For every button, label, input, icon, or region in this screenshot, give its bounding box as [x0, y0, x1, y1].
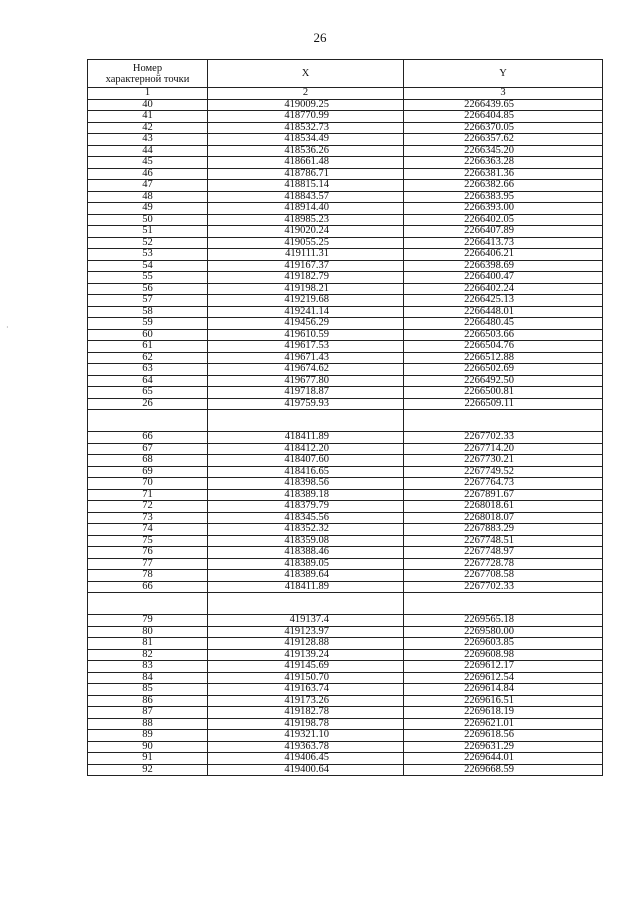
table-row	[88, 558, 603, 570]
point-number-cell: 43	[88, 134, 208, 146]
y-coordinate-cell: 2266500.81	[404, 387, 603, 399]
y-coordinate-cell: 2267764.73	[404, 478, 603, 490]
y-coordinate-cell: 2266370.05	[404, 122, 603, 134]
header-y: Y	[404, 60, 603, 88]
y-coordinate-cell: 2267883.29	[404, 524, 603, 536]
table-row	[88, 352, 603, 364]
table-row	[88, 626, 603, 638]
table-row	[88, 134, 603, 146]
point-number-cell: 64	[88, 375, 208, 387]
table-row	[88, 661, 603, 673]
y-coordinate-cell: 2266406.21	[404, 249, 603, 261]
y-coordinate-cell: 2269644.01	[404, 753, 603, 765]
x-coordinate-cell: 418359.08	[208, 535, 404, 547]
table-row	[88, 180, 603, 192]
y-coordinate-cell: 2266402.05	[404, 214, 603, 226]
table-row	[88, 718, 603, 730]
y-coordinate-cell: 2266383.95	[404, 191, 603, 203]
y-coordinate-cell: 2266402.24	[404, 283, 603, 295]
x-coordinate-cell: 419219.68	[208, 295, 404, 307]
separator-cell	[404, 410, 603, 432]
point-number-cell: 55	[88, 272, 208, 284]
x-coordinate-cell: 419111.31	[208, 249, 404, 261]
header-point-line-1: Номер	[132, 62, 163, 74]
x-coordinate-cell: 418389.64	[208, 570, 404, 582]
y-coordinate-cell: 2266509.11	[404, 398, 603, 410]
y-coordinate-cell: 2269618.19	[404, 707, 603, 719]
table-row	[88, 741, 603, 753]
x-coordinate-cell: 419363.78	[208, 741, 404, 753]
x-coordinate-cell: 418398.56	[208, 478, 404, 490]
y-coordinate-cell: 2267730.21	[404, 455, 603, 467]
table-row	[88, 318, 603, 330]
separator-cell	[88, 593, 208, 615]
y-coordinate-cell: 2267891.67	[404, 489, 603, 501]
point-number-cell: 89	[88, 730, 208, 742]
margin-mark: ·	[6, 323, 9, 332]
point-number-cell: 44	[88, 145, 208, 157]
table-row	[88, 672, 603, 684]
y-coordinate-cell: 2266492.50	[404, 375, 603, 387]
x-coordinate-cell: 419718.87	[208, 387, 404, 399]
y-coordinate-cell: 2267702.33	[404, 581, 603, 593]
point-number-cell: 81	[88, 638, 208, 650]
point-number-cell: 40	[88, 99, 208, 111]
x-coordinate-cell: 419321.10	[208, 730, 404, 742]
x-coordinate-cell: 419198.21	[208, 283, 404, 295]
y-coordinate-cell: 2266404.85	[404, 111, 603, 123]
y-coordinate-cell: 2267749.52	[404, 466, 603, 478]
point-number-cell: 84	[88, 672, 208, 684]
table-row	[88, 501, 603, 513]
point-number-cell: 92	[88, 764, 208, 776]
x-coordinate-cell: 419055.25	[208, 237, 404, 249]
x-coordinate-cell: 418345.56	[208, 512, 404, 524]
table-row	[88, 730, 603, 742]
x-coordinate-cell: 419674.62	[208, 364, 404, 376]
table-row	[88, 478, 603, 490]
y-coordinate-cell: 2269603.85	[404, 638, 603, 650]
y-coordinate-cell: 2267748.51	[404, 535, 603, 547]
table-row	[88, 489, 603, 501]
x-coordinate-cell: 419145.69	[208, 661, 404, 673]
table-row	[88, 684, 603, 696]
x-coordinate-cell: 419677.80	[208, 375, 404, 387]
point-number-cell: 54	[88, 260, 208, 272]
point-number-cell: 51	[88, 226, 208, 238]
y-coordinate-cell: 2266502.69	[404, 364, 603, 376]
y-coordinate-cell: 2269580.00	[404, 626, 603, 638]
x-coordinate-cell: 418815.14	[208, 180, 404, 192]
separator-cell	[208, 593, 404, 615]
header-point-line-2: характерной точки	[105, 73, 190, 85]
x-coordinate-cell: 418770.99	[208, 111, 404, 123]
y-coordinate-cell: 2266382.66	[404, 180, 603, 192]
table-row	[88, 455, 603, 467]
x-coordinate-cell: 419009.25	[208, 99, 404, 111]
group-separator-row	[88, 410, 603, 432]
x-coordinate-cell: 418532.73	[208, 122, 404, 134]
table-row	[88, 535, 603, 547]
point-number-cell: 78	[88, 570, 208, 582]
point-number-cell: 59	[88, 318, 208, 330]
point-number-cell: 50	[88, 214, 208, 226]
table-row	[88, 570, 603, 582]
y-coordinate-cell: 2269631.29	[404, 741, 603, 753]
table-body	[88, 99, 603, 776]
y-coordinate-cell: 2266503.66	[404, 329, 603, 341]
x-coordinate-cell: 419173.26	[208, 695, 404, 707]
x-coordinate-cell: 419759.93	[208, 398, 404, 410]
table-row	[88, 341, 603, 353]
x-coordinate-cell: 418352.32	[208, 524, 404, 536]
table-row	[88, 364, 603, 376]
point-number-cell: 82	[88, 649, 208, 661]
x-coordinate-cell: 418412.20	[208, 443, 404, 455]
x-coordinate-cell: 418411.89	[208, 581, 404, 593]
y-coordinate-cell: 2266381.36	[404, 168, 603, 180]
point-number-cell: 48	[88, 191, 208, 203]
point-number-cell: 49	[88, 203, 208, 215]
x-coordinate-cell: 418661.48	[208, 157, 404, 169]
point-number-cell: 79	[88, 615, 208, 627]
table-row	[88, 753, 603, 765]
y-coordinate-cell: 2266400.47	[404, 272, 603, 284]
table-row	[88, 375, 603, 387]
y-coordinate-cell: 2267708.58	[404, 570, 603, 582]
x-coordinate-cell: 418388.46	[208, 547, 404, 559]
table-row	[88, 707, 603, 719]
table-row	[88, 524, 603, 536]
y-coordinate-cell: 2269668.59	[404, 764, 603, 776]
table-row	[88, 466, 603, 478]
separator-cell	[208, 410, 404, 432]
table-row	[88, 145, 603, 157]
y-coordinate-cell: 2267702.33	[404, 432, 603, 444]
y-coordinate-cell: 2266480.45	[404, 318, 603, 330]
table-row	[88, 512, 603, 524]
x-coordinate-cell: 419167.37	[208, 260, 404, 272]
y-coordinate-cell: 2267728.78	[404, 558, 603, 570]
point-number-cell: 70	[88, 478, 208, 490]
table-row	[88, 432, 603, 444]
x-coordinate-cell: 419198.78	[208, 718, 404, 730]
point-number-cell: 68	[88, 455, 208, 467]
header-row	[88, 60, 603, 88]
table-row	[88, 157, 603, 169]
point-number-cell: 83	[88, 661, 208, 673]
table-row	[88, 649, 603, 661]
point-number-cell: 66	[88, 432, 208, 444]
x-coordinate-cell: 419406.45	[208, 753, 404, 765]
x-coordinate-cell: 419020.24	[208, 226, 404, 238]
x-coordinate-cell: 418786.71	[208, 168, 404, 180]
point-number-cell: 66	[88, 581, 208, 593]
y-coordinate-cell: 2266439.65	[404, 99, 603, 111]
x-coordinate-cell: 419163.74	[208, 684, 404, 696]
x-coordinate-cell: 418407.60	[208, 455, 404, 467]
table-row	[88, 226, 603, 238]
table-row	[88, 295, 603, 307]
y-coordinate-cell: 2266393.00	[404, 203, 603, 215]
table-row	[88, 122, 603, 134]
point-number-cell: 46	[88, 168, 208, 180]
page-number: 26	[313, 30, 327, 45]
table-row	[88, 638, 603, 650]
x-coordinate-cell: 418914.40	[208, 203, 404, 215]
column-index-2: 2	[208, 88, 404, 100]
x-coordinate-cell: 419123.97	[208, 626, 404, 638]
table-row	[88, 695, 603, 707]
x-coordinate-cell: 418985.23	[208, 214, 404, 226]
y-coordinate-cell: 2266357.62	[404, 134, 603, 146]
y-coordinate-cell: 2266448.01	[404, 306, 603, 318]
x-coordinate-cell: 419671.43	[208, 352, 404, 364]
x-coordinate-cell: 419617.53	[208, 341, 404, 353]
point-number-cell: 65	[88, 387, 208, 399]
y-coordinate-cell: 2269616.51	[404, 695, 603, 707]
column-index-3: 3	[404, 88, 603, 100]
table-row	[88, 203, 603, 215]
table-row	[88, 306, 603, 318]
x-coordinate-cell: 418411.89	[208, 432, 404, 444]
x-coordinate-cell: 419137.4	[208, 615, 404, 627]
table-row	[88, 260, 603, 272]
point-number-cell: 87	[88, 707, 208, 719]
y-coordinate-cell: 2266413.73	[404, 237, 603, 249]
x-coordinate-cell: 418389.05	[208, 558, 404, 570]
point-number-cell: 67	[88, 443, 208, 455]
x-coordinate-cell: 418379.79	[208, 501, 404, 513]
table-row	[88, 191, 603, 203]
table-row	[88, 581, 603, 593]
point-number-cell: 42	[88, 122, 208, 134]
coordinates-table	[87, 59, 603, 776]
point-number-cell: 88	[88, 718, 208, 730]
separator-cell	[404, 593, 603, 615]
column-index-1: 1	[88, 88, 208, 100]
y-coordinate-cell: 2269565.18	[404, 615, 603, 627]
table-row	[88, 237, 603, 249]
table-row	[88, 398, 603, 410]
y-coordinate-cell: 2266512.88	[404, 352, 603, 364]
x-coordinate-cell: 419241.14	[208, 306, 404, 318]
table-row	[88, 111, 603, 123]
point-number-cell: 56	[88, 283, 208, 295]
point-number-cell: 85	[88, 684, 208, 696]
y-coordinate-cell: 2269614.84	[404, 684, 603, 696]
x-coordinate-cell: 419128.88	[208, 638, 404, 650]
x-coordinate-cell: 418536.26	[208, 145, 404, 157]
y-coordinate-cell: 2266425.13	[404, 295, 603, 307]
point-number-cell: 69	[88, 466, 208, 478]
table-row	[88, 249, 603, 261]
column-index-row	[88, 88, 603, 100]
point-number-cell: 63	[88, 364, 208, 376]
y-coordinate-cell: 2266398.69	[404, 260, 603, 272]
table-row	[88, 168, 603, 180]
x-coordinate-cell: 418389.18	[208, 489, 404, 501]
x-coordinate-cell: 418416.65	[208, 466, 404, 478]
point-number-cell: 90	[88, 741, 208, 753]
point-number-cell: 80	[88, 626, 208, 638]
header-x: X	[208, 60, 404, 88]
point-number-cell: 74	[88, 524, 208, 536]
table-row	[88, 99, 603, 111]
y-coordinate-cell: 2269612.17	[404, 661, 603, 673]
table-row	[88, 387, 603, 399]
x-coordinate-cell: 418534.49	[208, 134, 404, 146]
point-number-cell: 72	[88, 501, 208, 513]
table-row	[88, 329, 603, 341]
point-number-cell: 75	[88, 535, 208, 547]
point-number-cell: 77	[88, 558, 208, 570]
point-number-cell: 61	[88, 341, 208, 353]
table-row	[88, 547, 603, 559]
y-coordinate-cell: 2269618.56	[404, 730, 603, 742]
separator-cell	[88, 410, 208, 432]
point-number-cell: 76	[88, 547, 208, 559]
y-coordinate-cell: 2266345.20	[404, 145, 603, 157]
y-coordinate-cell: 2266504.76	[404, 341, 603, 353]
point-number-cell: 57	[88, 295, 208, 307]
point-number-cell: 86	[88, 695, 208, 707]
point-number-cell: 71	[88, 489, 208, 501]
x-coordinate-cell: 419182.79	[208, 272, 404, 284]
x-coordinate-cell: 419139.24	[208, 649, 404, 661]
x-coordinate-cell: 419400.64	[208, 764, 404, 776]
point-number-cell: 41	[88, 111, 208, 123]
y-coordinate-cell: 2268018.61	[404, 501, 603, 513]
x-coordinate-cell: 419150.70	[208, 672, 404, 684]
y-coordinate-cell: 2268018.07	[404, 512, 603, 524]
point-number-cell: 53	[88, 249, 208, 261]
point-number-cell: 91	[88, 753, 208, 765]
table-row	[88, 214, 603, 226]
point-number-cell: 47	[88, 180, 208, 192]
point-number-cell: 58	[88, 306, 208, 318]
point-number-cell: 26	[88, 398, 208, 410]
y-coordinate-cell: 2269621.01	[404, 718, 603, 730]
header-point-number	[88, 60, 208, 88]
x-coordinate-cell: 419182.78	[208, 707, 404, 719]
table-row	[88, 443, 603, 455]
x-coordinate-cell: 419456.29	[208, 318, 404, 330]
point-number-cell: 62	[88, 352, 208, 364]
x-coordinate-cell: 419610.59	[208, 329, 404, 341]
table-row	[88, 615, 603, 627]
point-number-cell: 73	[88, 512, 208, 524]
y-coordinate-cell: 2267748.97	[404, 547, 603, 559]
x-coordinate-cell: 418843.57	[208, 191, 404, 203]
y-coordinate-cell: 2266407.89	[404, 226, 603, 238]
y-coordinate-cell: 2266363.28	[404, 157, 603, 169]
y-coordinate-cell: 2269608.98	[404, 649, 603, 661]
point-number-cell: 60	[88, 329, 208, 341]
group-separator-row	[88, 593, 603, 615]
table-row	[88, 272, 603, 284]
y-coordinate-cell: 2267714.20	[404, 443, 603, 455]
y-coordinate-cell: 2269612.54	[404, 672, 603, 684]
table-row	[88, 283, 603, 295]
point-number-cell: 52	[88, 237, 208, 249]
point-number-cell: 45	[88, 157, 208, 169]
table-row	[88, 764, 603, 776]
